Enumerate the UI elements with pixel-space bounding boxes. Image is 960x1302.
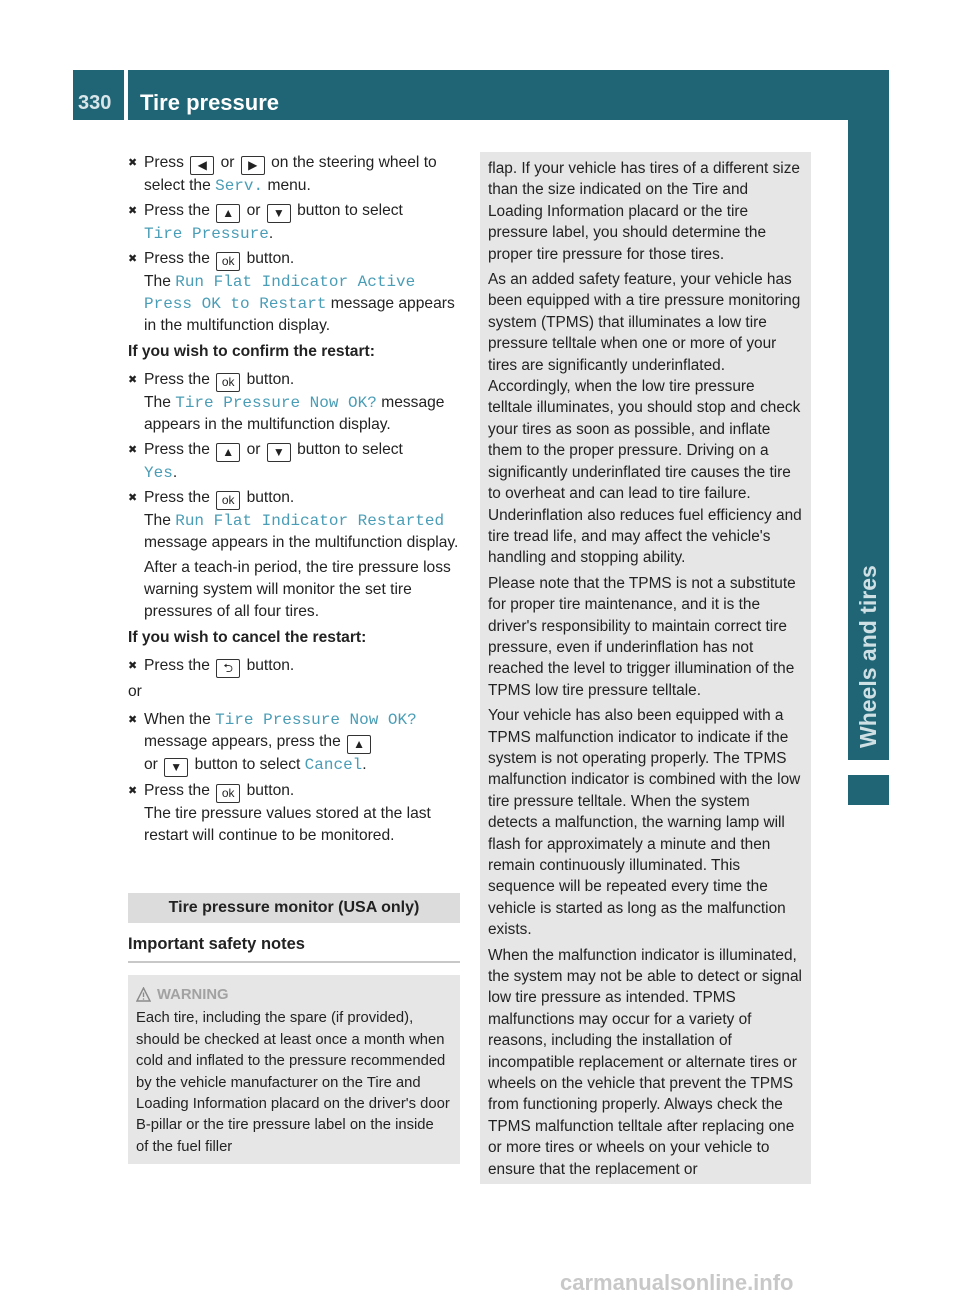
step-item: ✖ Press the ok button. The Tire Pressure Now OK? message appears in the multifunction display. — [128, 369, 460, 436]
paragraph: flap. If your vehicle has tires of a different size than the size indicated on the Tire and Loading Information placard or the tire pressure label, you should determine the proper tire pressure for those tires. — [488, 160, 800, 263]
left-arrow-key-icon: ◀ — [190, 156, 214, 175]
side-tab[interactable] — [848, 120, 889, 760]
up-key-icon: ▲ — [216, 204, 240, 223]
display-message: Tire Pressure Now OK? — [175, 394, 377, 412]
paragraph: Your vehicle has also been equipped with a TPMS malfunction indicator to indicate if the system is not operating properly. The TPMS malfunction indicator is combined with the low tire pressure telltale. When the system detects a malfunction, the warning lamp will flash for approximately a minute and then remain continuously illuminated. This sequence will be repeated every time the vehicle is started as long as the malfunction exists. — [488, 707, 801, 939]
ok-key-icon: ok — [216, 373, 240, 392]
header-divider — [124, 70, 128, 120]
display-message: Run Flat Indicator Restarted — [175, 512, 445, 530]
warning-box — [128, 975, 460, 1164]
menu-item-name: Tire Pressure — [144, 225, 269, 243]
page-title: Tire pressure — [140, 90, 280, 115]
down-key-icon: ▼ — [267, 443, 291, 462]
page-number: 330 — [78, 92, 112, 114]
display-message: Press OK to Restart — [144, 295, 327, 313]
or-text: or — [128, 683, 142, 700]
step-item: ✖ Press the ▲ or ▼ button to select Yes. — [128, 439, 460, 484]
down-key-icon: ▼ — [164, 758, 188, 777]
step-item: ✖ Press the ok button. The Run Flat Indicator Active Press OK to Restart message appears in the multifunction display. — [128, 248, 460, 337]
confirm-heading: If you wish to confirm the restart: — [128, 343, 375, 360]
ok-key-icon: ok — [216, 491, 240, 510]
section-subtitle: Important safety notes — [128, 933, 460, 963]
display-message: Tire Pressure Now OK? — [215, 711, 417, 729]
paragraph: When the malfunction indicator is illuminated, the system may not be able to detect or signal low tire pressure as intended. TPMS malfunctions may occur for a variety of reasons, including the installation of incompatible replacement or alternate tires or wheels on the vehicle that prevent the TPMS from functioning properly. Always check the TPMS malfunction telltale after replacing one or more tires or wheels on your vehicle to ensure that the replacement or — [488, 946, 802, 1178]
warning-triangle-icon — [136, 987, 151, 1002]
step-item: ✖ Press the ok button. The Run Flat Indicator Restarted message appears in the multifunction display. After a teach-in period, the tire pressure loss warning system will monitor the set tire pressures of all four tires. — [128, 487, 460, 623]
right-column — [480, 152, 811, 1184]
up-key-icon: ▲ — [347, 735, 371, 754]
right-arrow-key-icon: ▶ — [241, 156, 265, 175]
cancel-heading: If you wish to cancel the restart: — [128, 629, 367, 646]
left-column — [128, 152, 460, 1164]
watermark: carmanualsonline.info — [560, 1270, 794, 1295]
warning-title: WARNING — [136, 985, 450, 1006]
ok-key-icon: ok — [216, 784, 240, 803]
ok-key-icon: ok — [216, 252, 240, 271]
step-item: ✖ Press ◀ or ▶ on the steering wheel to select the Serv. menu. — [128, 152, 460, 197]
step-item: ✖ Press the ⮌ button. — [128, 655, 460, 678]
menu-item-name: Cancel — [304, 756, 363, 774]
up-key-icon: ▲ — [216, 443, 240, 462]
step-item: ✖ When the Tire Pressure Now OK? message appears, press the ▲ or ▼ button to select Cancel. — [128, 709, 460, 777]
paragraph: As an added safety feature, your vehicle has been equipped with a tire pressure monitoring system (TPMS) that illuminates a low tire pressure telltale when one or more of your tires are significantly underinflated. Accordingly, when the low tire pressure telltale illuminates, you should stop and check your tires as soon as possible, and inflate them to the proper pressure. Driving on a significantly underinflated tire causes the tire to overheat and can lead to tire failure. Underinflation also reduces fuel efficiency and tire tread life, and may affect the vehicle's handling and stopping ability. — [488, 271, 802, 567]
paragraph: Please note that the TPMS is not a substitute for proper tire maintenance, and it is the driver's responsibility to maintain correct tire pressure, even if underinflation has not reached the level to trigger illumination of the TPMS low tire pressure telltale. — [488, 574, 796, 699]
step-note: After a teach-in period, the tire pressure loss warning system will monitor the set tire pressures of all four tires. — [144, 559, 451, 620]
menu-item-name: Yes — [144, 464, 173, 482]
display-message: Run Flat Indicator Active — [175, 273, 416, 291]
down-key-icon: ▼ — [267, 204, 291, 223]
side-tab-label: Wheels and tires — [855, 565, 881, 748]
side-tab-marker — [848, 775, 889, 805]
step-item: ✖ Press the ▲ or ▼ button to select Tire Pressure. — [128, 200, 460, 245]
step-item: ✖ Press the ok button. The tire pressure values stored at the last restart will continue to be monitored. — [128, 780, 460, 847]
section-title: Tire pressure monitor (USA only) — [128, 893, 460, 923]
warning-body: Each tire, including the spare (if provided), should be checked at least once a month when cold and inflated to the pressure recommended by the vehicle manufacturer on the Tire and Loading Information placard on the driver's door B-pillar or the tire pressure label on the inside of the fuel filler — [136, 1010, 450, 1155]
menu-name: Serv. — [215, 177, 264, 195]
back-key-icon: ⮌ — [216, 659, 240, 678]
